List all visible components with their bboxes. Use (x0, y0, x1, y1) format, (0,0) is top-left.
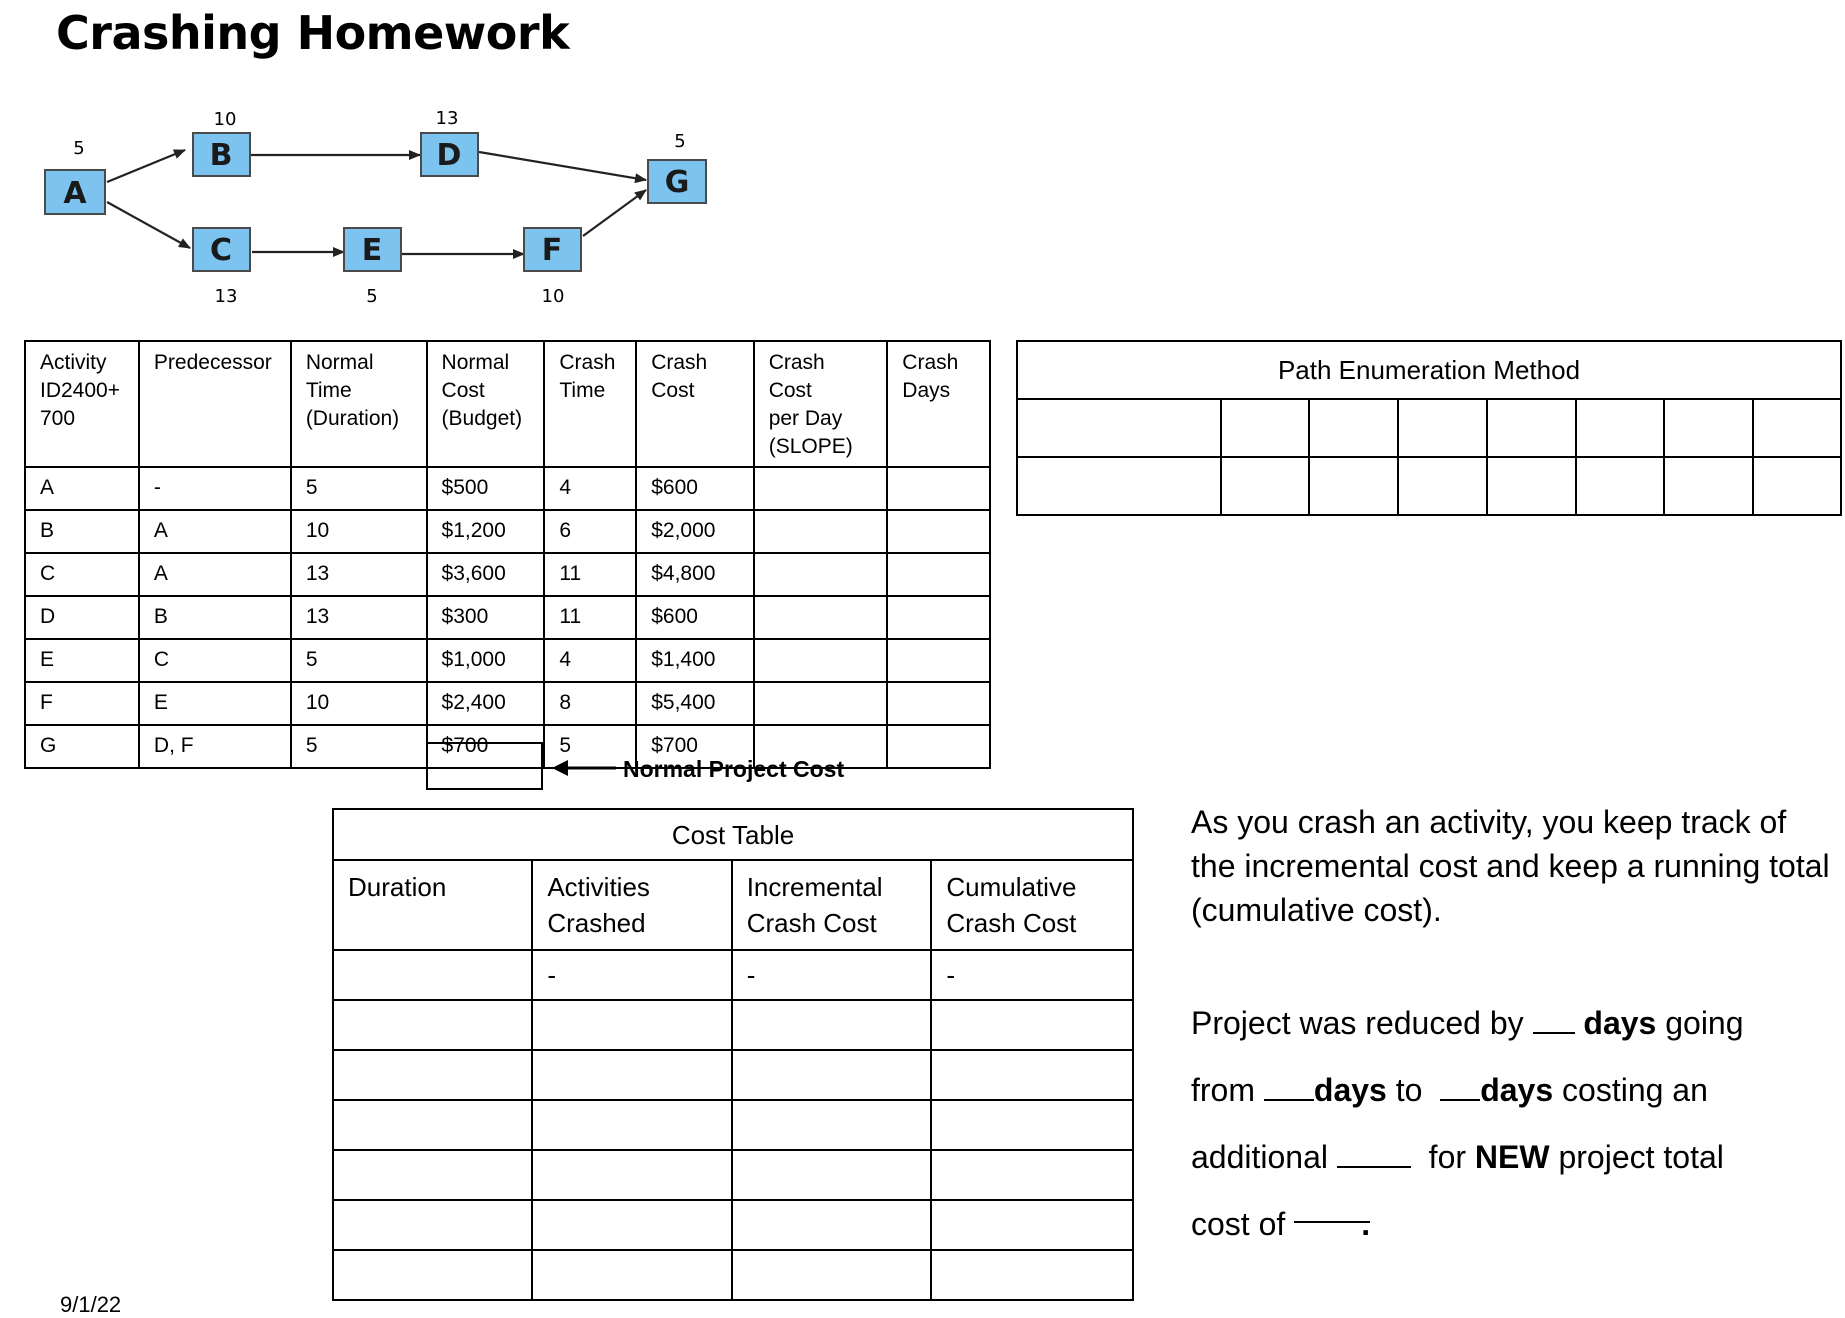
cost-cell[interactable] (333, 1250, 532, 1300)
node-g-label: G (664, 165, 690, 200)
blank-new-total-cost[interactable]: . (1294, 1191, 1370, 1223)
node-f (524, 228, 581, 271)
cost-cell[interactable] (532, 1000, 731, 1050)
edge-f-g (583, 190, 646, 236)
cost-cell[interactable] (532, 1150, 731, 1200)
header-crash-time: Crash Time (544, 341, 636, 467)
normal-project-cost-label: Normal Project Cost (623, 756, 845, 782)
path-cell[interactable] (1576, 399, 1665, 457)
cost-cell[interactable] (931, 1100, 1133, 1150)
node-b (193, 133, 250, 176)
table-cell: $5,400 (636, 682, 753, 725)
table-cell: D, F (139, 725, 291, 768)
footer-date: 9/1/22 (60, 1292, 122, 1317)
cost-header-activities-crashed: Activities Crashed (532, 860, 731, 950)
blank-days-to[interactable] (1440, 1069, 1480, 1101)
network-diagram (0, 90, 740, 320)
cost-table-row (333, 1000, 1133, 1050)
table-cell[interactable] (754, 553, 888, 596)
table-row (25, 510, 990, 553)
cost-table-row (333, 1050, 1133, 1100)
table-cell: D (25, 596, 139, 639)
path-cell[interactable] (1309, 399, 1398, 457)
table-row (1017, 457, 1841, 515)
cost-cell[interactable] (732, 1150, 932, 1200)
table-cell: 5 (291, 725, 427, 768)
cost-cell[interactable] (532, 1050, 731, 1100)
node-e (344, 228, 401, 271)
instructions-paragraph: As you crash an activity, you keep track of the incremental cost and keep a running total (cumulative cost). (1191, 804, 1830, 928)
cost-cell[interactable] (732, 1050, 932, 1100)
table-cell: $2,000 (636, 510, 753, 553)
table-cell: G (25, 725, 139, 768)
header-normal-cost: Normal Cost (Budget) (427, 341, 545, 467)
path-cell[interactable] (1664, 457, 1753, 515)
activity-table-header (25, 341, 990, 467)
table-cell: 11 (544, 553, 636, 596)
path-cell[interactable] (1309, 457, 1398, 515)
edge-a-b (107, 150, 185, 182)
table-row (25, 467, 990, 510)
cost-table-row (333, 950, 1133, 1000)
table-row (25, 596, 990, 639)
node-d-label: D (436, 138, 462, 173)
node-e-label: E (361, 233, 383, 268)
path-cell[interactable] (1487, 399, 1576, 457)
table-cell: $300 (427, 596, 545, 639)
table-cell: $2,400 (427, 682, 545, 725)
path-cell[interactable] (1664, 399, 1753, 457)
table-cell: $700 (636, 725, 753, 768)
table-cell: A (139, 510, 291, 553)
node-c-duration: 13 (214, 286, 238, 307)
path-cell[interactable] (1017, 457, 1221, 515)
page-title: Crashing Homework (56, 6, 570, 60)
table-cell[interactable] (754, 467, 888, 510)
table-cell[interactable] (887, 553, 990, 596)
table-cell[interactable] (887, 596, 990, 639)
cost-cell[interactable] (931, 1150, 1133, 1200)
cost-cell[interactable] (333, 1000, 532, 1050)
path-cell[interactable] (1398, 399, 1487, 457)
table-cell: B (139, 596, 291, 639)
cost-table-title: Cost Table (333, 809, 1133, 860)
table-cell[interactable] (754, 639, 888, 682)
node-d (421, 133, 478, 176)
cost-cell[interactable] (333, 1150, 532, 1200)
cost-table (332, 808, 1134, 1301)
table-cell: $700 (427, 725, 545, 768)
node-g (648, 160, 706, 203)
edge-d-g (479, 152, 646, 180)
table-cell: 11 (544, 596, 636, 639)
table-cell: A (25, 467, 139, 510)
cost-table-row (333, 1200, 1133, 1250)
table-cell[interactable] (887, 682, 990, 725)
table-cell: 8 (544, 682, 636, 725)
table-cell: 4 (544, 467, 636, 510)
path-enumeration-title: Path Enumeration Method (1017, 341, 1841, 399)
table-cell: 4 (544, 639, 636, 682)
table-row (25, 639, 990, 682)
normal-project-cost-box[interactable] (426, 742, 543, 790)
table-cell: $600 (636, 596, 753, 639)
blank-days-reduced[interactable] (1533, 1002, 1575, 1034)
table-cell[interactable] (887, 467, 990, 510)
cost-cell[interactable] (532, 1100, 731, 1150)
table-cell: 13 (291, 596, 427, 639)
table-row (25, 682, 990, 725)
table-cell: $500 (427, 467, 545, 510)
table-cell: $1,200 (427, 510, 545, 553)
table-cell[interactable] (754, 682, 888, 725)
node-a-duration: 5 (73, 138, 85, 159)
path-cell[interactable] (1221, 457, 1310, 515)
table-cell: 6 (544, 510, 636, 553)
cost-cell[interactable] (532, 1250, 731, 1300)
node-a-label: A (63, 176, 87, 211)
path-cell[interactable] (1753, 457, 1841, 515)
path-cell[interactable] (1017, 399, 1221, 457)
cost-cell[interactable]: - (931, 950, 1133, 1000)
cost-header-duration: Duration (333, 860, 532, 950)
cost-cell[interactable]: - (732, 950, 932, 1000)
table-cell: $1,400 (636, 639, 753, 682)
cost-cell[interactable] (732, 1100, 932, 1150)
node-a (45, 170, 105, 214)
table-cell: C (139, 639, 291, 682)
node-b-duration: 10 (213, 109, 237, 130)
cost-header-incremental: Incremental Crash Cost (732, 860, 932, 950)
cost-table-row (333, 1150, 1133, 1200)
cost-cell[interactable] (732, 1200, 932, 1250)
table-cell: $4,800 (636, 553, 753, 596)
header-crash-cost: Crash Cost (636, 341, 753, 467)
table-cell: $600 (636, 467, 753, 510)
blank-additional-cost[interactable] (1337, 1136, 1411, 1168)
table-cell: $1,000 (427, 639, 545, 682)
cost-cell[interactable] (532, 1200, 731, 1250)
path-cell[interactable] (1221, 399, 1310, 457)
cost-cell[interactable] (732, 1250, 932, 1300)
table-cell: C (25, 553, 139, 596)
table-cell: 5 (291, 639, 427, 682)
table-cell[interactable] (754, 510, 888, 553)
path-cell[interactable] (1753, 399, 1841, 457)
cost-table-row (333, 1100, 1133, 1150)
left-arrow-icon (552, 757, 618, 779)
cost-cell[interactable] (931, 1250, 1133, 1300)
cost-cell[interactable] (931, 1200, 1133, 1250)
table-cell: E (25, 639, 139, 682)
cost-cell[interactable] (333, 1100, 532, 1150)
table-cell: B (25, 510, 139, 553)
fill-in-sentence: Project was reduced by days going from days to days costing an additional for NEW project total cost of . (1191, 990, 1841, 1258)
cost-cell[interactable]: - (532, 950, 731, 1000)
node-c (193, 228, 250, 271)
header-normal-time: Normal Time (Duration) (291, 341, 427, 467)
node-f-label: F (541, 233, 563, 268)
header-activity-id: Activity ID2400+ 700 (25, 341, 139, 467)
table-cell[interactable] (754, 596, 888, 639)
table-cell[interactable] (887, 510, 990, 553)
cost-cell[interactable] (333, 1200, 532, 1250)
header-slope: Crash Cost per Day (SLOPE) (754, 341, 888, 467)
blank-days-from[interactable] (1264, 1069, 1314, 1101)
table-cell: E (139, 682, 291, 725)
node-f-duration: 10 (541, 286, 565, 307)
table-cell: 10 (291, 510, 427, 553)
table-cell: F (25, 682, 139, 725)
table-cell: 10 (291, 682, 427, 725)
activity-table (24, 340, 991, 769)
cost-table-row (333, 1250, 1133, 1300)
cost-cell[interactable] (931, 1000, 1133, 1050)
cost-header-cumulative: Cumulative Crash Cost (931, 860, 1133, 950)
table-cell[interactable] (887, 639, 990, 682)
table-cell: - (139, 467, 291, 510)
table-cell: 5 (291, 467, 427, 510)
header-predecessor: Predecessor (139, 341, 291, 467)
node-c-label: C (209, 233, 233, 268)
path-cell[interactable] (1487, 457, 1576, 515)
node-d-duration: 13 (435, 108, 459, 129)
table-cell: 13 (291, 553, 427, 596)
path-cell[interactable] (1576, 457, 1665, 515)
edge-a-c (107, 202, 190, 248)
cost-cell[interactable] (333, 950, 532, 1000)
node-g-duration: 5 (674, 131, 686, 152)
header-crash-days: Crash Days (887, 341, 990, 467)
cost-cell[interactable] (931, 1050, 1133, 1100)
node-e-duration: 5 (366, 286, 378, 307)
table-cell: $3,600 (427, 553, 545, 596)
path-enumeration-table (1016, 340, 1842, 516)
table-cell[interactable] (887, 725, 990, 768)
table-cell: A (139, 553, 291, 596)
cost-cell[interactable] (732, 1000, 932, 1050)
table-row (1017, 399, 1841, 457)
table-cell: 5 (544, 725, 636, 768)
node-b-label: B (209, 138, 233, 173)
path-cell[interactable] (1398, 457, 1487, 515)
cost-cell[interactable] (333, 1050, 532, 1100)
table-row (25, 553, 990, 596)
